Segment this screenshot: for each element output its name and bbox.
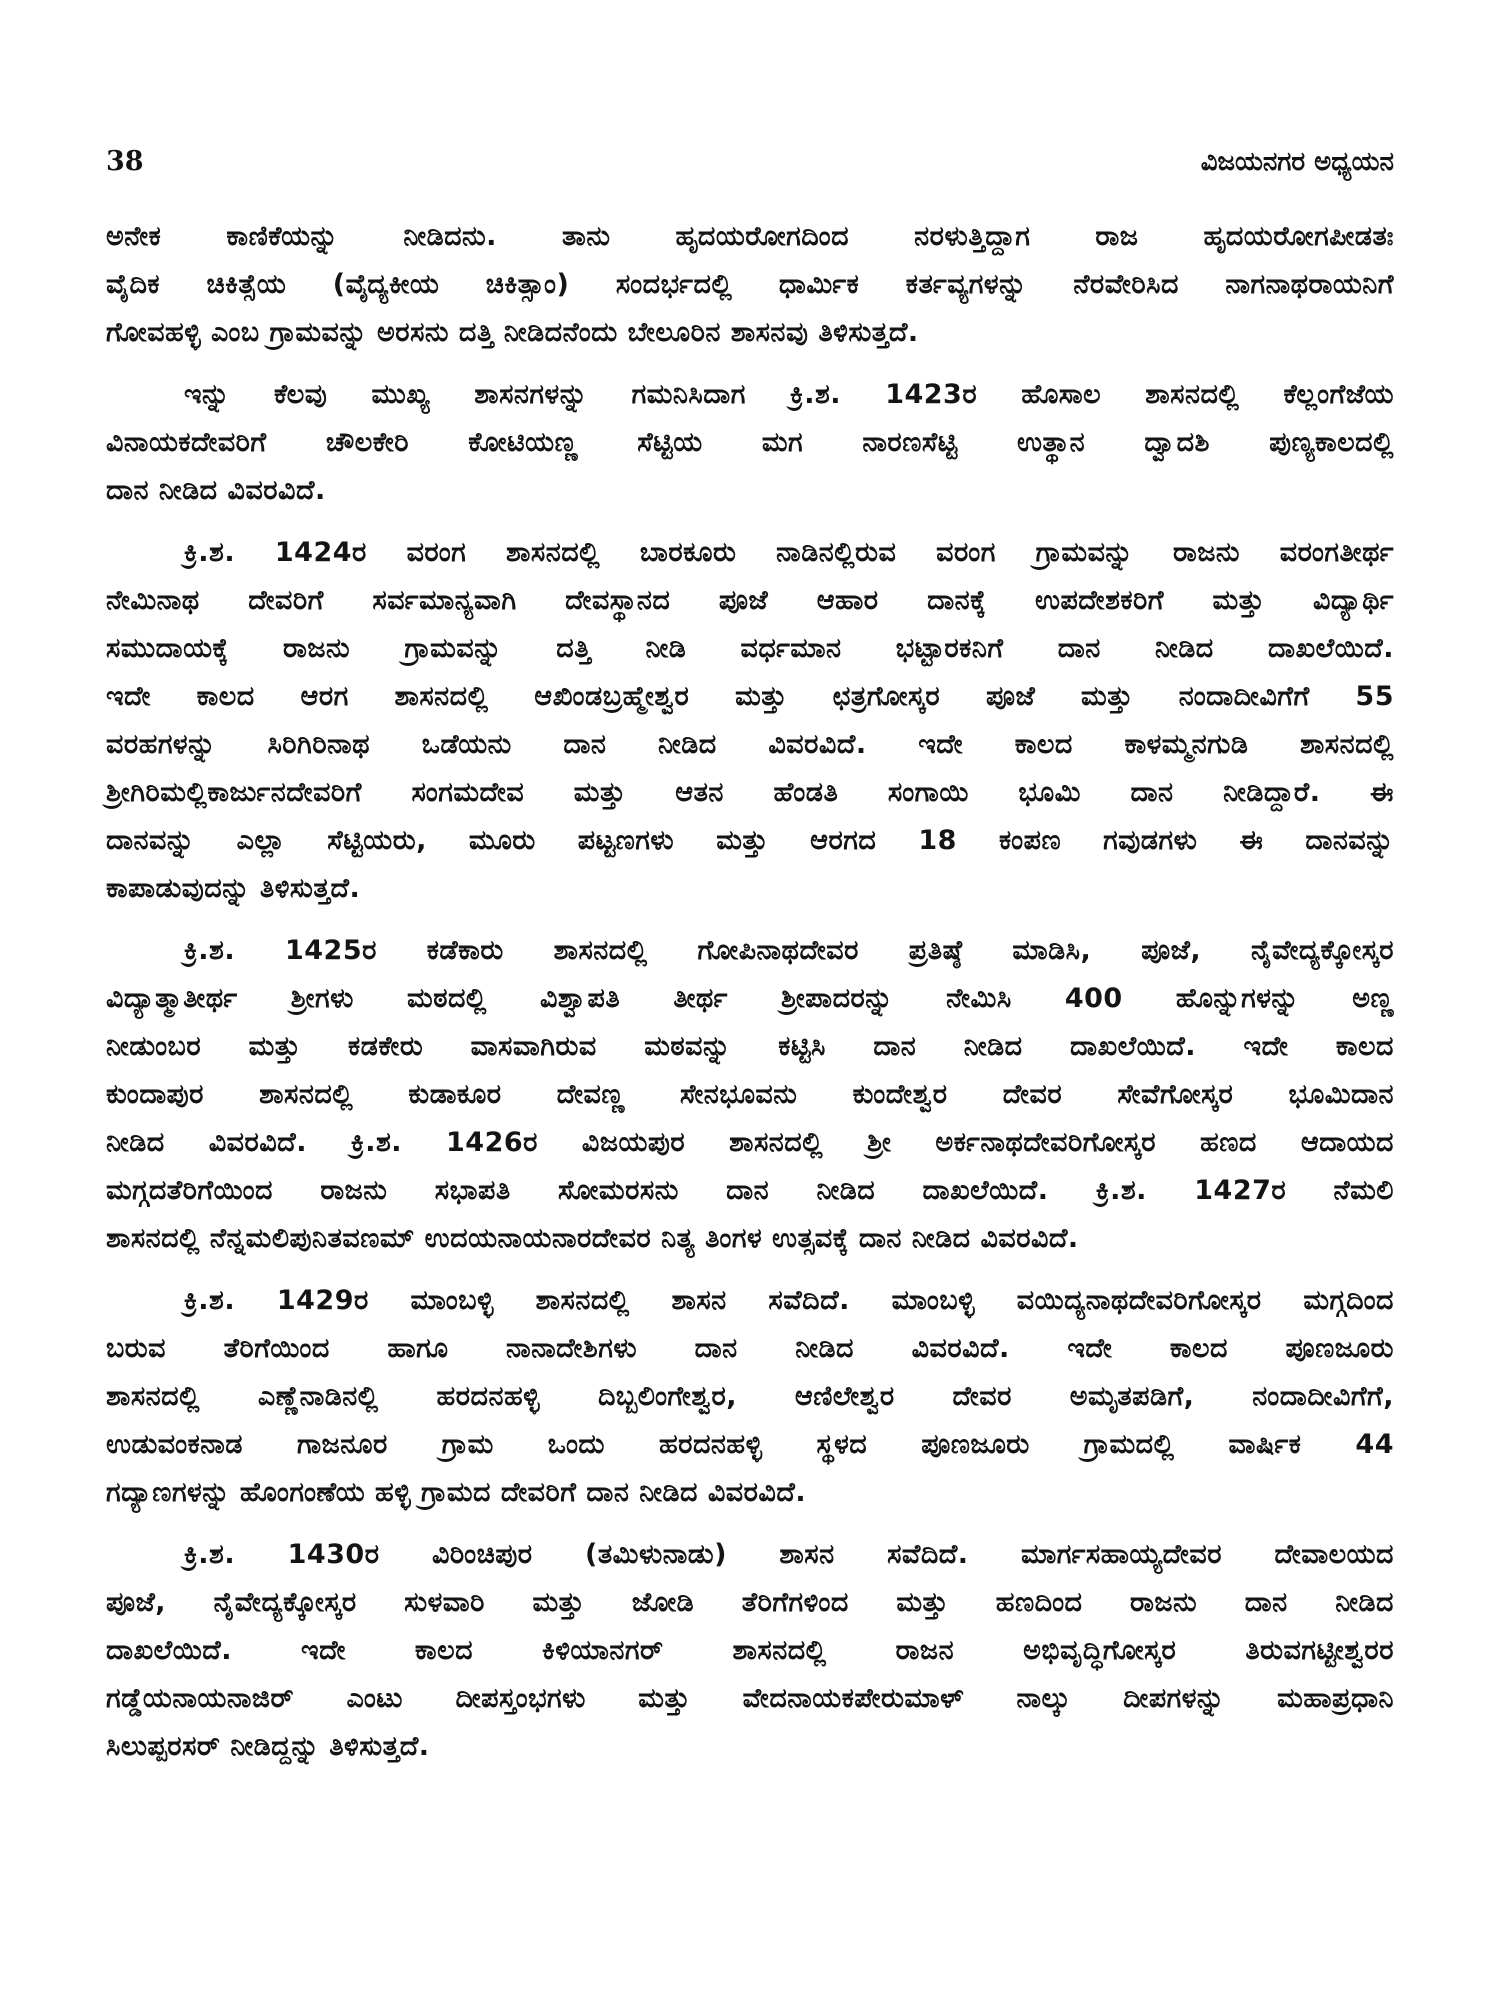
text-line: ಕ್ರಿ.ಶ. 1425ರ ಕಡೆಕಾರು ಶಾಸನದಲ್ಲಿ ಗೋಪಿನಾಥದೇವರ ಪ್ರತಿಷ್ಠೆ ಮಾಡಿಸಿ, ಪೂಜೆ, ನೈವೇದ್ಯಕ್ಕೋಸ್ಕರ: [184, 935, 1394, 966]
text-line: ಸಮುದಾಯಕ್ಕೆ ರಾಜನು ಗ್ರಾಮವನ್ನು ದತ್ತಿ ನೀಡಿ ವರ್ಧಮಾನ ಭಟ್ಟಾರಕನಿಗೆ ದಾನ ನೀಡಿದ ದಾಖಲೆಯಿದೆ.: [106, 633, 1394, 664]
text-line: ನೇಮಿನಾಥ ದೇವರಿಗೆ ಸರ್ವಮಾನ್ಯವಾಗಿ ದೇವಸ್ಥಾನದ ಪೂಜೆ ಆಹಾರ ದಾನಕ್ಕೆ ಉಪದೇಶಕರಿಗೆ ಮತ್ತು ವಿದ್ಯಾರ್ಥಿ: [106, 585, 1394, 616]
text-line: ಬರುವ ತೆರಿಗೆಯಿಂದ ಹಾಗೂ ನಾನಾದೇಶಿಗಳು ದಾನ ನೀಡಿದ ವಿವರವಿದೆ. ಇದೇ ಕಾಲದ ಪೂಣಜೂರು: [106, 1333, 1394, 1364]
text-line: ಅನೇಕ ಕಾಣಿಕೆಯನ್ನು ನೀಡಿದನು. ತಾನು ಹೃದಯರೋಗದಿಂದ ನರಳುತ್ತಿದ್ದಾಗ ರಾಜ ಹೃದಯರೋಗಪೀಡತಃ: [106, 221, 1394, 252]
page-number: 38: [106, 146, 144, 177]
body-text: [106, 213, 1394, 1785]
text-line: ಗದ್ಯಾಣಗಳನ್ನು ಹೊಂಗಂಣೆಯ ಹಳ್ಳಿ ಗ್ರಾಮದ ದೇವರಿಗೆ ದಾನ ನೀಡಿದ ವಿವರವಿದೆ.: [106, 1477, 807, 1508]
text-line: ವಿನಾಯಕದೇವರಿಗೆ ಚೌಲಕೇರಿ ಕೋಟಿಯಣ್ಣ ಸೆಟ್ಟಿಯ ಮಗ ನಾರಣಸೆಟ್ಟಿ ಉತ್ಥಾನ ದ್ವಾದಶಿ ಪುಣ್ಯಕಾಲದಲ್ಲಿ: [106, 427, 1394, 458]
paragraph: [106, 1531, 1394, 1771]
text-line: ವರಹಗಳನ್ನು ಸಿರಿಗಿರಿನಾಥ ಒಡೆಯನು ದಾನ ನೀಡಿದ ವಿವರವಿದೆ. ಇದೇ ಕಾಲದ ಕಾಳಮ್ಮನಗುಡಿ ಶಾಸನದಲ್ಲಿ: [106, 729, 1394, 760]
text-line: ವೈದಿಕ ಚಿಕಿತ್ಸೆಯ (ವೈದ್ಯಕೀಯ ಚಿಕಿತ್ಸಾಂ) ಸಂದರ್ಭದಲ್ಲಿ ಧಾರ್ಮಿಕ ಕರ್ತವ್ಯಗಳನ್ನು ನೆರವೇರಿಸಿದ ನಾಗನಾಥರಾಯನಿಗೆ: [106, 269, 1394, 300]
text-line: ಇನ್ನು ಕೆಲವು ಮುಖ್ಯ ಶಾಸನಗಳನ್ನು ಗಮನಿಸಿದಾಗ ಕ್ರಿ.ಶ. 1423ರ ಹೊಸಾಲ ಶಾಸನದಲ್ಲಿ ಕೆಲ್ಲಂಗೆಜೆಯ: [184, 379, 1394, 410]
page-header: [106, 140, 1394, 184]
text-line: ಕ್ರಿ.ಶ. 1424ರ ವರಂಗ ಶಾಸನದಲ್ಲಿ ಬಾರಕೂರು ನಾಡಿನಲ್ಲಿರುವ ವರಂಗ ಗ್ರಾಮವನ್ನು ರಾಜನು ವರಂಗತೀರ್ಥ: [184, 537, 1394, 568]
text-line: ದಾನ ನೀಡಿದ ವಿವರವಿದೆ.: [106, 475, 326, 506]
text-line: ಶ್ರೀಗಿರಿಮಲ್ಲಿಕಾರ್ಜುನದೇವರಿಗೆ ಸಂಗಮದೇವ ಮತ್ತು ಆತನ ಹೆಂಡತಿ ಸಂಗಾಯಿ ಭೂಮಿ ದಾನ ನೀಡಿದ್ದಾರೆ. ಈ: [106, 777, 1394, 808]
paragraph: [106, 529, 1394, 913]
paragraph: [106, 371, 1394, 515]
text-line: ಕ್ರಿ.ಶ. 1430ರ ವಿರಿಂಚಿಪುರ (ತಮಿಳುನಾಡು) ಶಾಸನ ಸವೆದಿದೆ. ಮಾರ್ಗಸಹಾಯ್ಯದೇವರ ದೇವಾಲಯದ: [184, 1539, 1394, 1570]
running-title: ವಿಜಯನಗರ ಅಧ್ಯಯನ: [1200, 147, 1394, 177]
text-line: ನೀಡಿದ ವಿವರವಿದೆ. ಕ್ರಿ.ಶ. 1426ರ ವಿಜಯಪುರ ಶಾಸನದಲ್ಲಿ ಶ್ರೀ ಅರ್ಕನಾಥದೇವರಿಗೋಸ್ಕರ ಹಣದ ಆದಾಯದ: [106, 1127, 1394, 1158]
text-line: ದಾಖಲೆಯಿದೆ. ಇದೇ ಕಾಲದ ಕಿಳಿಯಾನಗರ್ ಶಾಸನದಲ್ಲಿ ರಾಜನ ಅಭಿವೃದ್ಧಿಗೋಸ್ಕರ ತಿರುವಗಟ್ಟೀಶ್ವರರ: [106, 1635, 1394, 1666]
text-line: ಉಡುವಂಕನಾಡ ಗಾಜನೂರ ಗ್ರಾಮ ಒಂದು ಹರದನಹಳ್ಳಿ ಸ್ಥಳದ ಪೂಣಜೂರು ಗ್ರಾಮದಲ್ಲಿ ವಾರ್ಷಿಕ 44: [106, 1429, 1394, 1460]
text-line: ಸಿಲುಪ್ಪರಸರ್ ನೀಡಿದ್ದನ್ನು ತಿಳಿಸುತ್ತದೆ.: [106, 1731, 430, 1762]
text-line: ಗೋವಹಳ್ಳಿ ಎಂಬ ಗ್ರಾಮವನ್ನು ಅರಸನು ದತ್ತಿ ನೀಡಿದನೆಂದು ಬೇಲೂರಿನ ಶಾಸನವು ತಿಳಿಸುತ್ತದೆ.: [106, 317, 919, 348]
paragraph: [106, 927, 1394, 1263]
text-line: ಪೂಜೆ, ನೈವೇದ್ಯಕ್ಕೋಸ್ಕರ ಸುಳವಾರಿ ಮತ್ತು ಜೋಡಿ ತೆರಿಗೆಗಳಿಂದ ಮತ್ತು ಹಣದಿಂದ ರಾಜನು ದಾನ ನೀಡಿದ: [106, 1587, 1394, 1618]
text-line: ಕುಂದಾಪುರ ಶಾಸನದಲ್ಲಿ ಕುಡಾಕೂರ ದೇವಣ್ಣ ಸೇನಭೂವನು ಕುಂದೇಶ್ವರ ದೇವರ ಸೇವೆಗೋಸ್ಕರ ಭೂಮಿದಾನ: [106, 1079, 1394, 1110]
text-line: ಶಾಸನದಲ್ಲಿ ಎಣ್ಣೆನಾಡಿನಲ್ಲಿ ಹರದನಹಳ್ಳಿ ದಿಬ್ಬಲಿಂಗೇಶ್ವರ, ಆಣಿಲೇಶ್ವರ ದೇವರ ಅಮೃತಪಡಿಗೆ, ನಂದಾದೀವಿಗೆಗೆ,: [106, 1381, 1394, 1412]
text-line: ವಿದ್ಯಾತ್ಮಾತೀರ್ಥ ಶ್ರೀಗಳು ಮಠದಲ್ಲಿ ವಿಶ್ವಾಪತಿ ತೀರ್ಥ ಶ್ರೀಪಾದರನ್ನು ನೇಮಿಸಿ 400 ಹೊನ್ನುಗಳನ್ನು ಅಣ್ಣ: [106, 983, 1394, 1014]
text-line: ಗಡ್ಡೆಯನಾಯನಾಜಿರ್ ಎಂಟು ದೀಪಸ್ತಂಭಗಳು ಮತ್ತು ವೇದನಾಯಕಪೇರುಮಾಳ್ ನಾಲ್ಕು ದೀಪಗಳನ್ನು ಮಹಾಪ್ರಧಾನಿ: [106, 1683, 1394, 1714]
text-line: ಕ್ರಿ.ಶ. 1429ರ ಮಾಂಬಳ್ಳಿ ಶಾಸನದಲ್ಲಿ ಶಾಸನ ಸವೆದಿದೆ. ಮಾಂಬಳ್ಳಿ ವಯಿದ್ಯನಾಥದೇವರಿಗೋಸ್ಕರ ಮಗ್ಗದಿಂದ: [184, 1285, 1394, 1316]
paragraph: [106, 213, 1394, 357]
text-line: ನೀಡುಂಬರ ಮತ್ತು ಕಡಕೇರು ವಾಸವಾಗಿರುವ ಮಠವನ್ನು ಕಟ್ಟಿಸಿ ದಾನ ನೀಡಿದ ದಾಖಲೆಯಿದೆ. ಇದೇ ಕಾಲದ: [106, 1031, 1394, 1062]
text-line: ಮಗ್ಗದತೆರಿಗೆಯಿಂದ ರಾಜನು ಸಭಾಪತಿ ಸೋಮರಸನು ದಾನ ನೀಡಿದ ದಾಖಲೆಯಿದೆ. ಕ್ರಿ.ಶ. 1427ರ ನೆಮಲಿ: [106, 1175, 1394, 1206]
text-line: ದಾನವನ್ನು ಎಲ್ಲಾ ಸೆಟ್ಟಿಯರು, ಮೂರು ಪಟ್ಟಣಗಳು ಮತ್ತು ಆರಗದ 18 ಕಂಪಣ ಗವುಡಗಳು ಈ ದಾನವನ್ನು: [106, 825, 1394, 856]
text-line: ಕಾಪಾಡುವುದನ್ನು ತಿಳಿಸುತ್ತದೆ.: [106, 873, 361, 904]
text-line: ಶಾಸನದಲ್ಲಿ ನೆನ್ನಮಲಿಪುನಿತವಣಮ್ ಉದಯನಾಯನಾರದೇವರ ನಿತ್ಯ ತಿಂಗಳ ಉತ್ಸವಕ್ಕೆ ದಾನ ನೀಡಿದ ವಿವರವಿದೆ.: [106, 1223, 1079, 1254]
text-line: ಇದೇ ಕಾಲದ ಆರಗ ಶಾಸನದಲ್ಲಿ ಆಖಿಂಡಬ್ರಹ್ಮೇಶ್ವರ ಮತ್ತು ಛತ್ರಗೋಸ್ಕರ ಪೂಜೆ ಮತ್ತು ನಂದಾದೀವಿಗೆಗೆ 55: [106, 681, 1394, 712]
paragraph: [106, 1277, 1394, 1517]
